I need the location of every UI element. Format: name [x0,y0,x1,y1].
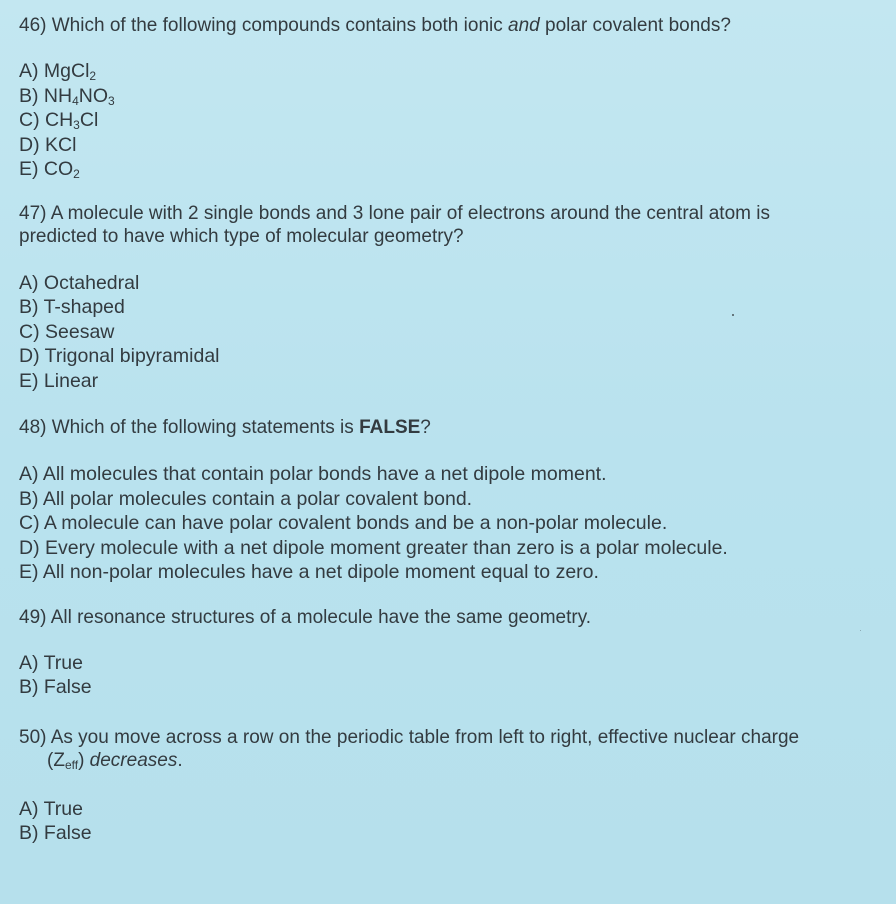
option-b[interactable]: B) False [19,822,92,844]
option-e[interactable]: E) Linear [19,369,99,392]
question-46-options [19,59,886,182]
question-48 [19,416,886,585]
option-b[interactable]: B) All polar molecules contain a polar covalent bond. [19,487,473,510]
option-a[interactable]: A) MgCl$_2$ [19,60,97,83]
option-a[interactable]: A) True [19,797,83,820]
question-48-text: 48) Which of the following statements is FALSE? [19,417,431,438]
option-d[interactable]: D) KCl [19,133,77,156]
option-a[interactable]: A) All molecules that contain polar bonds have a net dipole moment. [19,463,607,485]
scan-speck [732,314,734,316]
question-47-options [19,271,886,394]
option-e[interactable]: E) $CO_2$ [19,158,80,181]
option-d[interactable]: D) Trigonal bipyramidal [19,345,220,367]
question-number: 50) [19,726,47,748]
question-50-options [19,797,886,846]
question-47 [19,202,886,394]
question-47-text: 47) A molecule with 2 single bonds and 3 lone pair of electrons around the central atom is predicted to have which type of molecular geometry? [19,202,770,247]
question-49-text: 49) All resonance structures of a molecule have the same geometry. [19,606,592,628]
option-b[interactable]: B) $NH_4NO_3$ [19,84,115,108]
option-b[interactable]: B) T-shaped [19,296,125,318]
question-50-text: 50) As you move across a row on the periodic table from left to right, effective nuclear charge $(Z_{eff})$ decreases. [19,726,800,772]
question-number: 47) [19,202,47,224]
scan-speck [860,630,861,631]
option-c[interactable]: C) A molecule can have polar covalent bonds and be a non-polar molecule. [19,512,668,534]
option-c[interactable]: C) Seesaw [19,320,115,343]
option-c[interactable]: C) $CH_3Cl$ [19,109,99,132]
option-a[interactable]: A) Octahedral [19,271,140,294]
question-48-options [19,462,886,585]
option-e[interactable]: E) All non-polar molecules have a net dipole moment equal to zero. [19,561,599,583]
question-49-options [19,651,886,700]
question-number: 48) [19,417,47,438]
question-50 [19,726,886,846]
question-46-text: 46) Which of the following compounds contains both ionic and polar covalent bonds? [19,15,731,36]
option-d[interactable]: D) Every molecule with a net dipole moment greater than zero is a polar molecule. [19,536,728,559]
option-a[interactable]: A) True [19,651,83,674]
question-46 [19,14,886,182]
question-49 [19,606,886,700]
question-number: 46) [19,15,47,36]
option-b[interactable]: B) False [19,676,92,698]
question-number: 49) [19,606,47,628]
